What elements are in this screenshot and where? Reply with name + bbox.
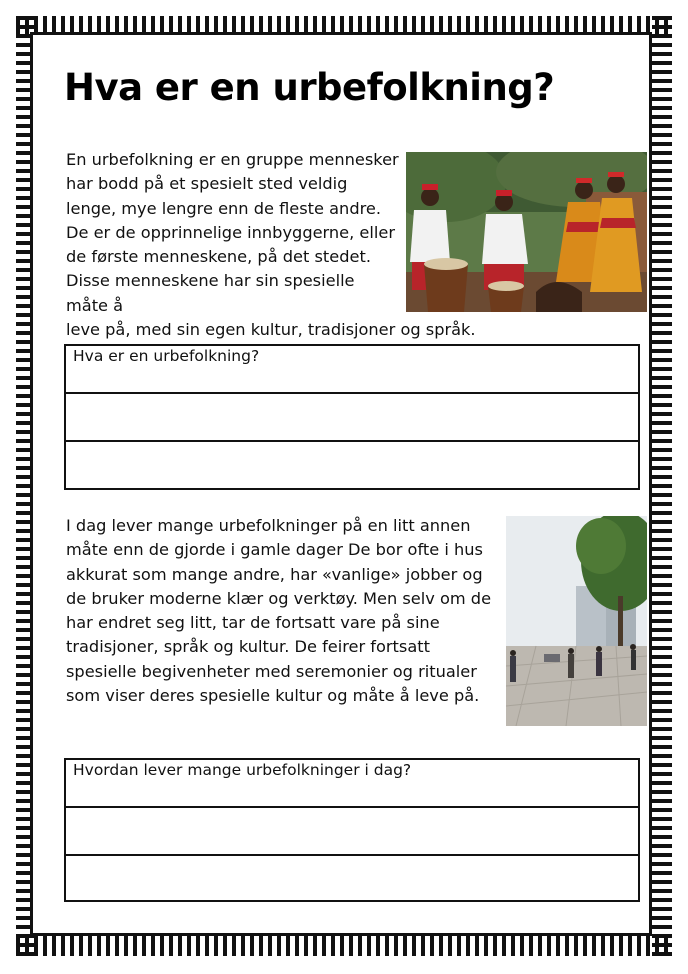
answer-box-1 xyxy=(64,344,640,490)
question-1: Hva er en urbefolkning? xyxy=(73,347,260,365)
answer-line[interactable] xyxy=(66,346,638,394)
page-border-bottom xyxy=(16,936,672,956)
answer-line[interactable] xyxy=(66,808,638,856)
city-plaza-photo xyxy=(506,516,647,726)
page-border-right xyxy=(652,16,672,956)
page-title: Hva er en urbefolkning? xyxy=(64,66,555,109)
answer-line[interactable] xyxy=(66,442,638,490)
intro-paragraph: En urbefolkning er en gruppe mennesker har bodd på et spesielt sted veldig lenge, mye lengre enn de fleste andre. De er de opprinnelige innbyggerne, eller de første menneskene, på det stedet. Disse menneskene har sin spesielle måte å xyxy=(66,150,399,315)
answer-line[interactable] xyxy=(66,760,638,808)
answer-line[interactable] xyxy=(66,856,638,904)
answer-line[interactable] xyxy=(66,394,638,442)
answer-box-2 xyxy=(64,758,640,902)
today-paragraph: I dag lever mange urbefolkninger på en litt annen måte enn de gjorde i gamle dager De bor ofte i hus akkurat som mange andre, har «vanlige» jobber og de bruker moderne klær og verktøy. Men selv om de har endret seg litt, tar de fortsatt vare på sine tradisjoner, språk og kultur. De feirer fortsatt spesielle begivenheter med seremonier og ritualer som viser deres spesielle kultur og måte å leve på. xyxy=(66,516,492,706)
intro-paragraph-tail: leve på, med sin egen kultur, tradisjoner og språk. xyxy=(66,320,476,339)
drummers-photo xyxy=(406,152,647,312)
question-2: Hvordan lever mange urbefolkninger i dag? xyxy=(73,761,412,779)
